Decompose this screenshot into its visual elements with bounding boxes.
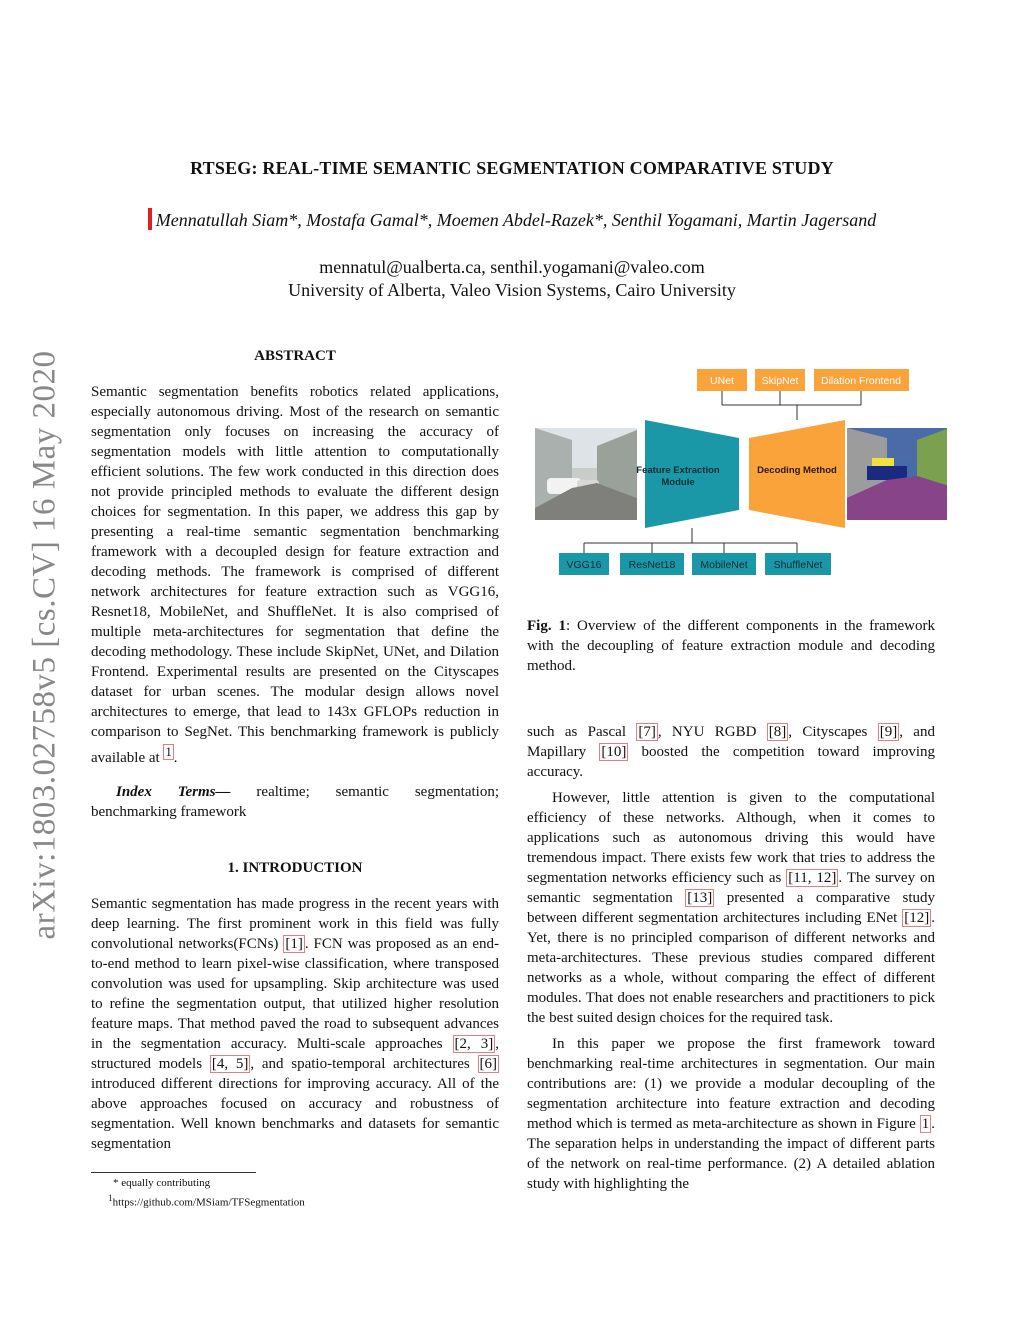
- footnote-link[interactable]: 1: [165, 745, 172, 759]
- text-span: However, little attention is given to the computational efficiency of these networks. Although, when it comes to applications such as autonomous driving this would have tremendous impact. There exists few work that tries to address the segmentation networks efficiency such as: [527, 790, 935, 886]
- citation-link[interactable]: [11, 12]: [788, 870, 837, 886]
- decoder-label: UNet: [710, 375, 734, 387]
- text-span: . The separation helps in understanding the impact of different parts of the network on real-time performance. (2) A detailed ablation study with highlighting the: [527, 1116, 935, 1192]
- abstract-heading: ABSTRACT: [254, 348, 336, 364]
- right-para-2: [527, 788, 935, 1028]
- citation-link[interactable]: [8]: [768, 724, 787, 740]
- text-span: boosted the competition toward improving accuracy.: [527, 744, 935, 780]
- index-terms-text: realtime; semantic segmentation; benchmarking framework: [91, 784, 499, 820]
- citation-link[interactable]: [10]: [601, 744, 627, 760]
- encoder-label: Module: [661, 477, 695, 488]
- paper-title: RTSEG: REAL-TIME SEMANTIC SEGMENTATION COMPARATIVE STUDY: [190, 158, 834, 178]
- index-terms-label: Index Terms—: [116, 784, 231, 800]
- footnote-equal: * equally contributing: [113, 1177, 211, 1189]
- authors-text: Mennatullah Siam*, Mostafa Gamal*, Moemen Abdel-Razek*, Senthil Yogamani, Martin Jagersand: [155, 210, 877, 230]
- left-column: [91, 346, 499, 1154]
- encoder-connectors: [584, 528, 797, 553]
- intro-text: [91, 894, 499, 1154]
- caption-label: Fig. 1: [527, 618, 566, 634]
- author-link-marker[interactable]: [148, 208, 152, 230]
- abstract-body: Semantic segmentation benefits robotics related applications, especially autonomous driving. Most of the research on semantic segmentation only focuses on increasing the accuracy of segmentation models with little attention to computationally efficient solutions. The few work conducted in this direction does not provide principled methods to evaluate the different design choices for segmentation. In this paper, we address this gap by presenting a real-time semantic segmentation benchmarking framework with a decoupled design for feature extraction and decoding methods. The framework is comprised of different network architectures for feature extraction such as VGG16, Resnet18, MobileNet, and ShuffleNet. It is also comprised of multiple meta-architectures for segmentation that define the decoding methodology. These include SkipNet, UNet, and Dilation Frontend. Experimental results are presented on the Cityscapes dataset for urban scenes. The modular design allows novel architectures to emerge, that lead to 143x GFLOPs reduction in comparison to SegNet. This benchmarking framework is publicly available at: [91, 384, 499, 766]
- footnote-rule: [91, 1172, 256, 1173]
- intro-span: . FCN was proposed as an end-to-end method to learn pixel-wise classification, where transposed convolution was used for upsampling. Skip architecture was used to refine the segmentation output, that utilized higher resolution feature maps. That method paved the road to subsequent advances in the segmentation accuracy. Multi-scale approaches: [91, 936, 500, 1052]
- author-list: [0, 208, 1024, 231]
- encoder-option-label: VGG16: [566, 559, 602, 571]
- encoder-vgg16-box: [559, 553, 609, 575]
- decoder-unet-box: [697, 369, 747, 391]
- citation-link[interactable]: [1]: [285, 936, 303, 952]
- abstract-end: .: [173, 750, 178, 766]
- decoder-method-label: Decoding Method: [757, 465, 837, 476]
- decoder-skipnet-box: [755, 369, 805, 391]
- intro-span: , structured models: [91, 1036, 499, 1072]
- caption-text: : Overview of the different components in the framework with the decoupling of feature extraction module and decoding method.: [527, 618, 935, 674]
- figure-1-caption: [527, 616, 935, 676]
- figure-1-diagram: [527, 358, 947, 588]
- figure-link[interactable]: 1: [921, 1116, 930, 1132]
- encoder-option-label: MobileNet: [700, 559, 748, 571]
- citation-link[interactable]: [2, 3]: [454, 1036, 494, 1052]
- citation-link[interactable]: [12]: [904, 910, 930, 926]
- intro-span: Semantic segmentation has made progress in the recent years with deep learning. The first prominent work in this field was fully convolutional networks(FCNs): [91, 896, 499, 952]
- encoder-mobilenet-box: [692, 553, 756, 575]
- footnote-mark: 1: [108, 1193, 113, 1203]
- text-span: , NYU RGBD: [657, 724, 767, 740]
- text-span: . Yet, there is no principled comparison of different networks and meta-architectures. These previous studies compared different networks as a whole, without comparing the effect of different modules. That does not enable researchers and practitioners to pick the best suited design choices for the required task.: [527, 910, 935, 1026]
- author-emails: mennatul@ualberta.ca, senthil.yogamani@valeo.com: [319, 257, 705, 277]
- text-span: such as Pascal: [527, 724, 637, 740]
- footnotes: [91, 1172, 499, 1211]
- citation-link[interactable]: [13]: [687, 890, 713, 906]
- arxiv-sidebar: [20, 340, 70, 950]
- text-span: presented a comparative study between different segmentation architectures including ENet: [527, 890, 936, 926]
- encoder-block: [636, 420, 739, 528]
- footnote-url-text[interactable]: https://github.com/MSiam/TFSegmentation: [112, 1196, 305, 1209]
- intro-span: , and spatio-temporal architectures: [250, 1056, 478, 1072]
- text-span: In this paper we propose the first framework toward benchmarking real-time architectures in segmentation. Our main contributions are: (1) we provide a modular decoupling of the segmentation architecture into feature extraction and decoding method which is termed as meta-architecture as shown in Figure: [527, 1036, 935, 1132]
- arxiv-id: arXiv:1803.02758v5 [cs.CV] 16 May 2020: [26, 350, 63, 940]
- decoder-label: Dilation Frontend: [821, 375, 901, 387]
- intro-span: introduced different directions for improving accuracy. All of the above approaches focused on accuracy and robustness of segmentation. Well known benchmarks and datasets for semantic segmentation: [91, 1076, 499, 1152]
- encoder-shufflenet-box: [765, 553, 831, 575]
- decoder-block: [749, 420, 845, 528]
- encoder-label: Feature Extraction: [636, 465, 720, 476]
- text-span: . The survey on semantic segmentation: [527, 870, 935, 906]
- right-para-1: [527, 722, 935, 782]
- encoder-resnet18-box: [620, 553, 684, 575]
- index-terms: [91, 782, 499, 822]
- right-para-3: [527, 1034, 935, 1194]
- intro-heading: 1. INTRODUCTION: [227, 860, 363, 876]
- author-affiliations: University of Alberta, Valeo Vision Systems, Cairo University: [288, 280, 736, 300]
- citation-link[interactable]: [4, 5]: [211, 1056, 249, 1072]
- citation-link[interactable]: [9]: [879, 724, 898, 740]
- text-span: , and Mapillary: [527, 724, 935, 760]
- text-span: , Cityscapes: [788, 724, 878, 740]
- footnote-url: [91, 1191, 499, 1211]
- decoder-connectors: [722, 391, 861, 420]
- abstract-text: [91, 382, 499, 768]
- right-column: [527, 722, 935, 1194]
- decoder-label: SkipNet: [761, 375, 799, 387]
- output-segmentation-image: [847, 428, 947, 520]
- citation-link[interactable]: [7]: [638, 724, 656, 740]
- encoder-option-label: ResNet18: [628, 559, 676, 571]
- citation-link[interactable]: [6]: [479, 1056, 498, 1072]
- input-street-image: [535, 428, 637, 520]
- decoder-dilation-box: [814, 369, 909, 391]
- encoder-option-label: ShuffleNet: [773, 559, 823, 571]
